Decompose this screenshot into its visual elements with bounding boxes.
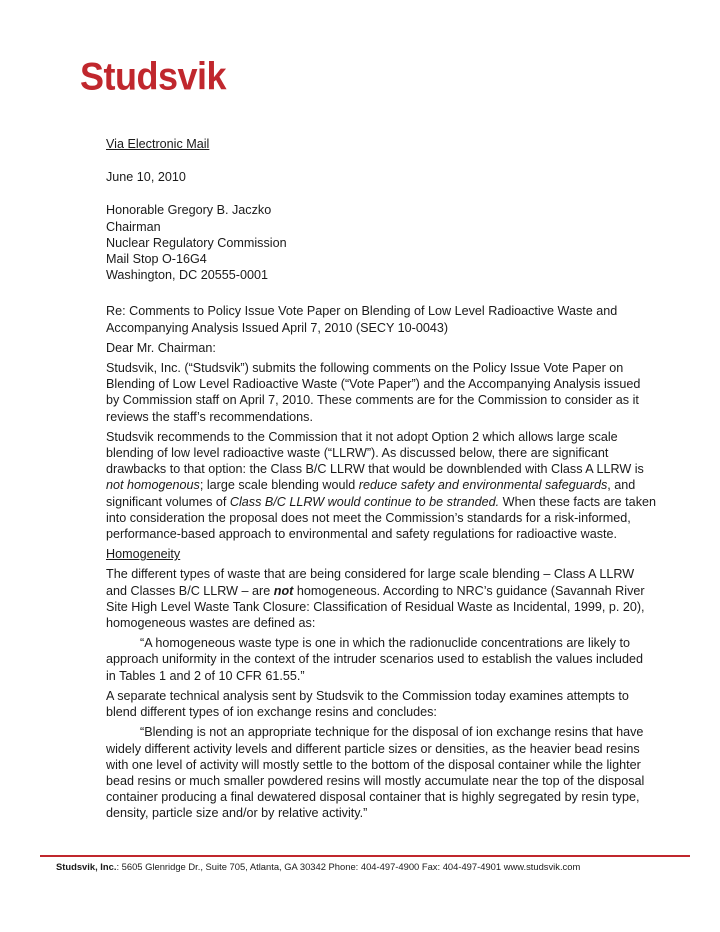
subject-line: Re: Comments to Policy Issue Vote Paper on Blending of Low Level Radioactive Waste and Accompanying Analysis Issued April 7, 2010 (SECY 10-0043) bbox=[106, 304, 618, 335]
footer-contact: : 5605 Glenridge Dr., Suite 705, Atlanta, GA 30342 Phone: 404-497-4900 Fax: 404-497-4901 www.studsvik.com bbox=[116, 861, 581, 872]
address-line: Mail Stop O-16G4 bbox=[106, 252, 207, 267]
letter-body bbox=[106, 136, 656, 822]
text-run: , and significant volumes of bbox=[106, 478, 636, 509]
text-run: homogeneous. According to NRC’s guidance (Savannah River Site High Level Waste Tank Closure: Classification of Residual Waste as Incidental, 1999, p. 20), homogeneous wastes are defined as: bbox=[106, 583, 645, 631]
studsvik-logo: Studsvik bbox=[80, 54, 227, 99]
section-heading-homogeneity: Homogeneity bbox=[106, 547, 181, 562]
emphasis-text: not homogenous bbox=[106, 478, 200, 493]
footer-company: Studsvik, Inc. bbox=[56, 861, 117, 872]
text-run: Studsvik recommends to the Commission that it not adopt Option 2 which allows large scale blending of low level radioactive waste (“LLRW”). As discussed below, there are significant drawbacks to that option: the Class B/C LLRW that would be downblended with Class A LLRW is bbox=[106, 429, 644, 477]
salutation: Dear Mr. Chairman: bbox=[106, 340, 216, 355]
recipient-address bbox=[106, 202, 656, 283]
quote-nrc-definition: “A homogeneous waste type is one in which the radionuclide concentrations are likely to approach uniformity in the context of the intruder scenarios used to establish the values included in Tables 1 and 2 of 10 CFR 61.55.” bbox=[106, 636, 643, 683]
address-line: Honorable Gregory B. Jaczko bbox=[106, 203, 272, 218]
paragraph-intro: Studsvik, Inc. (“Studsvik”) submits the following comments on the Policy Issue Vote Paper on Blending of Low Level Radioactive Waste (“Vote Paper”) and the Accompanying Analysis issued by Commission staff on April 7, 2010. These comments are for the Commission to consider as it reviews the staff’s recommendations. bbox=[106, 361, 641, 424]
emphasis-text: Class B/C LLRW would continue to be stranded. bbox=[229, 494, 500, 509]
text-run: ; large scale blending would bbox=[199, 478, 359, 493]
address-line: Washington, DC 20555-0001 bbox=[106, 268, 268, 283]
text-run: When these facts are taken into consideration the proposal does not meet the Commission’s standards for a risk-informed, performance-based approach to environmental and safety regulations for radioactive waste. bbox=[106, 494, 656, 542]
footer-divider bbox=[40, 855, 690, 857]
emphasis-text: not bbox=[273, 583, 294, 598]
quote-technical-analysis: “Blending is not an appropriate technique for the disposal of ion exchange resins that have widely different activity levels and different particle sizes or densities, as the heavier bead resins with one level of activity will mostly settle to the bottom of the disposal container while the lighter bead resins or much smaller powdered resins will mostly accumulate near the top of the disposal container producing a final dewatered disposal container that is highly segregated by resin type, density, particle size and/or by relative activity.” bbox=[106, 725, 645, 821]
address-line: Chairman bbox=[106, 219, 161, 234]
letter-date: June 10, 2010 bbox=[106, 170, 186, 185]
emphasis-text: reduce safety and environmental safeguards bbox=[358, 478, 608, 493]
paragraph-technical-analysis: A separate technical analysis sent by Studsvik to the Commission today examines attempts to blend different types of ion exchange resins and concludes: bbox=[106, 688, 629, 720]
paragraph-homogeneity bbox=[106, 566, 656, 631]
footer bbox=[56, 861, 696, 872]
delivery-method: Via Electronic Mail bbox=[106, 137, 210, 151]
paragraph-recommendation bbox=[106, 429, 656, 542]
address-line: Nuclear Regulatory Commission bbox=[106, 235, 287, 250]
text-run: The different types of waste that are being considered for large scale blending – Class A LLRW and Classes B/C LLRW – are bbox=[106, 567, 635, 598]
